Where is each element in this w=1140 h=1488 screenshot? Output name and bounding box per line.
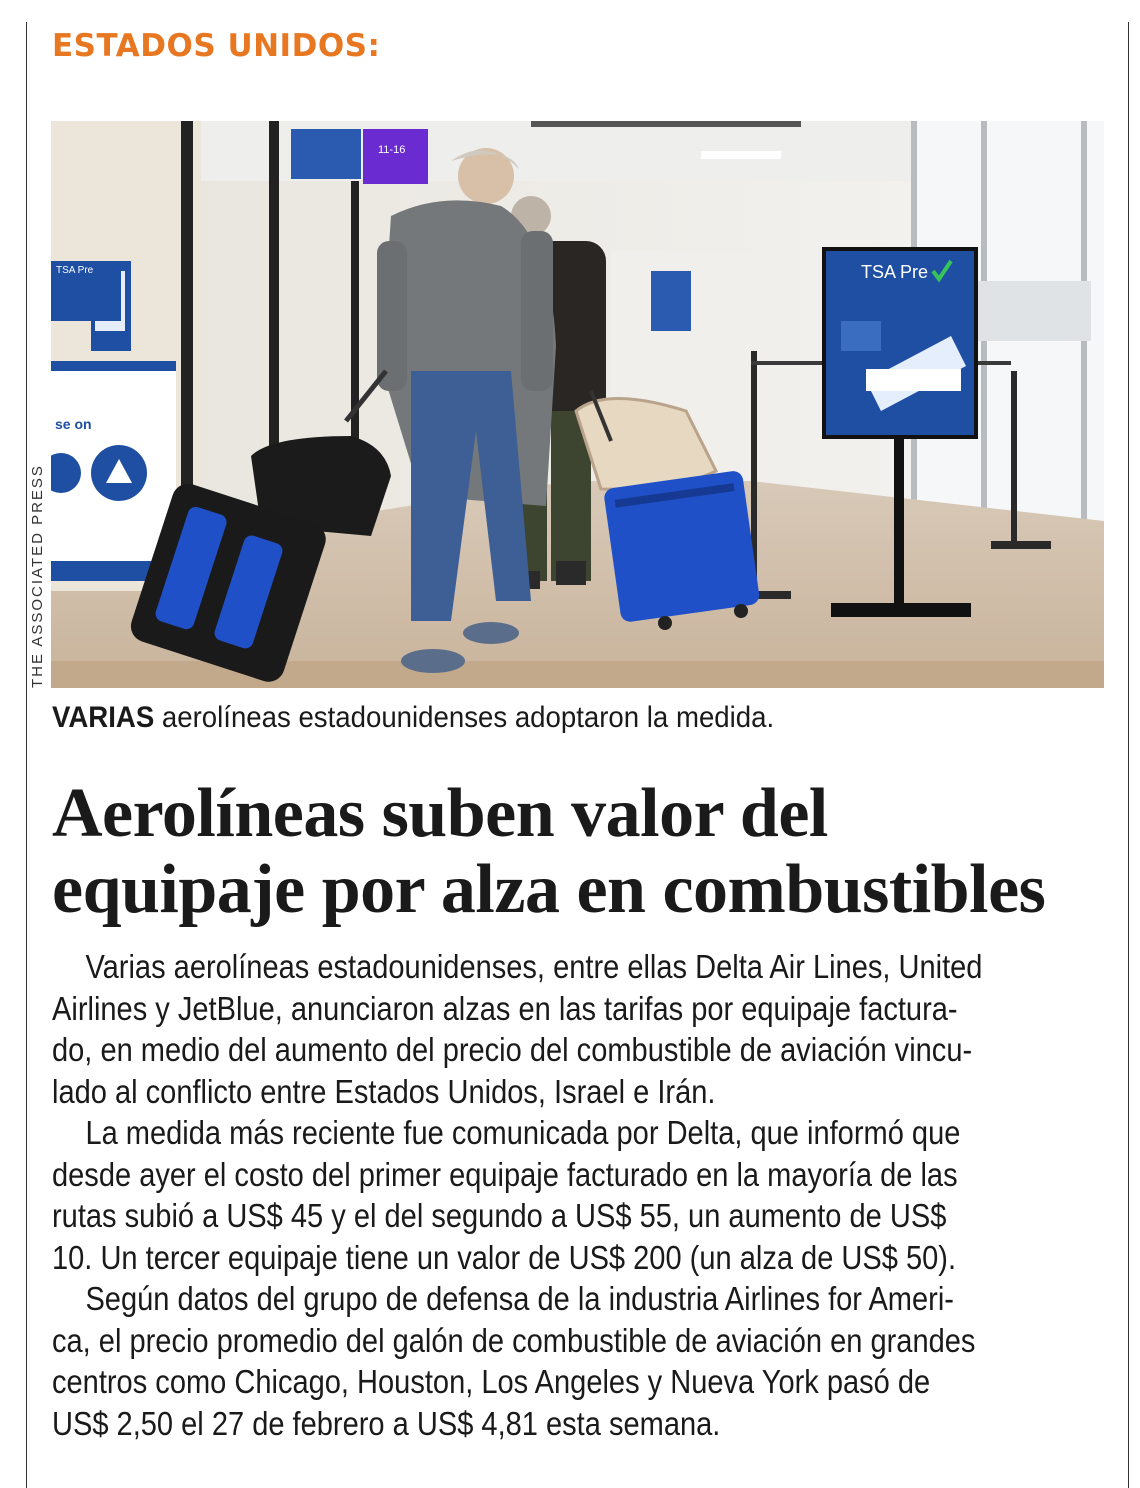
body-line: Según datos del grupo de defensa de la industria Airlines for Ameri- — [85, 1280, 954, 1317]
caption-text: aerolíneas estadounidenses adoptaron la medida. — [154, 701, 775, 734]
body-line: rutas subió a US$ 45 y el del segundo a US$ 55, un aumento de US$ — [52, 1197, 947, 1234]
body-line: 10. Un tercer equipaje tiene un valor de US$ 200 (un alza de US$ 50). — [52, 1238, 957, 1276]
body-line: desde ayer el costo del primer equipaje facturado en la mayoría de las — [52, 1155, 958, 1193]
column-rule-left — [26, 22, 27, 1488]
svg-text:TSA Pre: TSA Pre — [861, 262, 929, 282]
headline-line-2: equipaje por alza en combustibles — [52, 851, 1046, 928]
svg-text:se on: se on — [55, 416, 92, 432]
body-line: centros como Chicago, Houston, Los Angeles y Nueva York pasó de — [52, 1363, 931, 1400]
body-line: La medida más reciente fue comunicada por Delta, que informó que — [85, 1114, 961, 1151]
caption-lead: VARIAS — [52, 701, 155, 734]
photo-caption — [52, 698, 1018, 738]
body-line: US$ 2,50 el 27 de febrero a US$ 4,81 esta semana. — [52, 1404, 721, 1442]
body-line: do, en medio del aumento del precio del combustible de aviación vincu- — [52, 1031, 973, 1068]
column-rule-right — [1128, 22, 1129, 1488]
news-photo — [51, 121, 1104, 688]
body-line: Varias aerolíneas estadounidenses, entre ellas Delta Air Lines, United — [85, 948, 983, 985]
article-body — [52, 946, 1055, 1444]
section-kicker: ESTADOS UNIDOS: — [52, 28, 381, 64]
body-line: lado al conflicto entre Estados Unidos, Israel e Irán. — [52, 1072, 716, 1110]
svg-text:11-16: 11-16 — [378, 144, 406, 156]
svg-text:TSA Pre: TSA Pre — [56, 265, 94, 276]
body-line: Airlines y JetBlue, anunciaron alzas en las tarifas por equipaje factura- — [52, 989, 958, 1027]
photo-credit: THE ASSOCIATED PRESS — [29, 464, 46, 688]
headline — [52, 776, 1132, 928]
headline-line-1: Aerolíneas suben valor del — [52, 775, 828, 852]
body-line: ca, el precio promedio del galón de combustible de aviación en grandes — [52, 1321, 976, 1359]
